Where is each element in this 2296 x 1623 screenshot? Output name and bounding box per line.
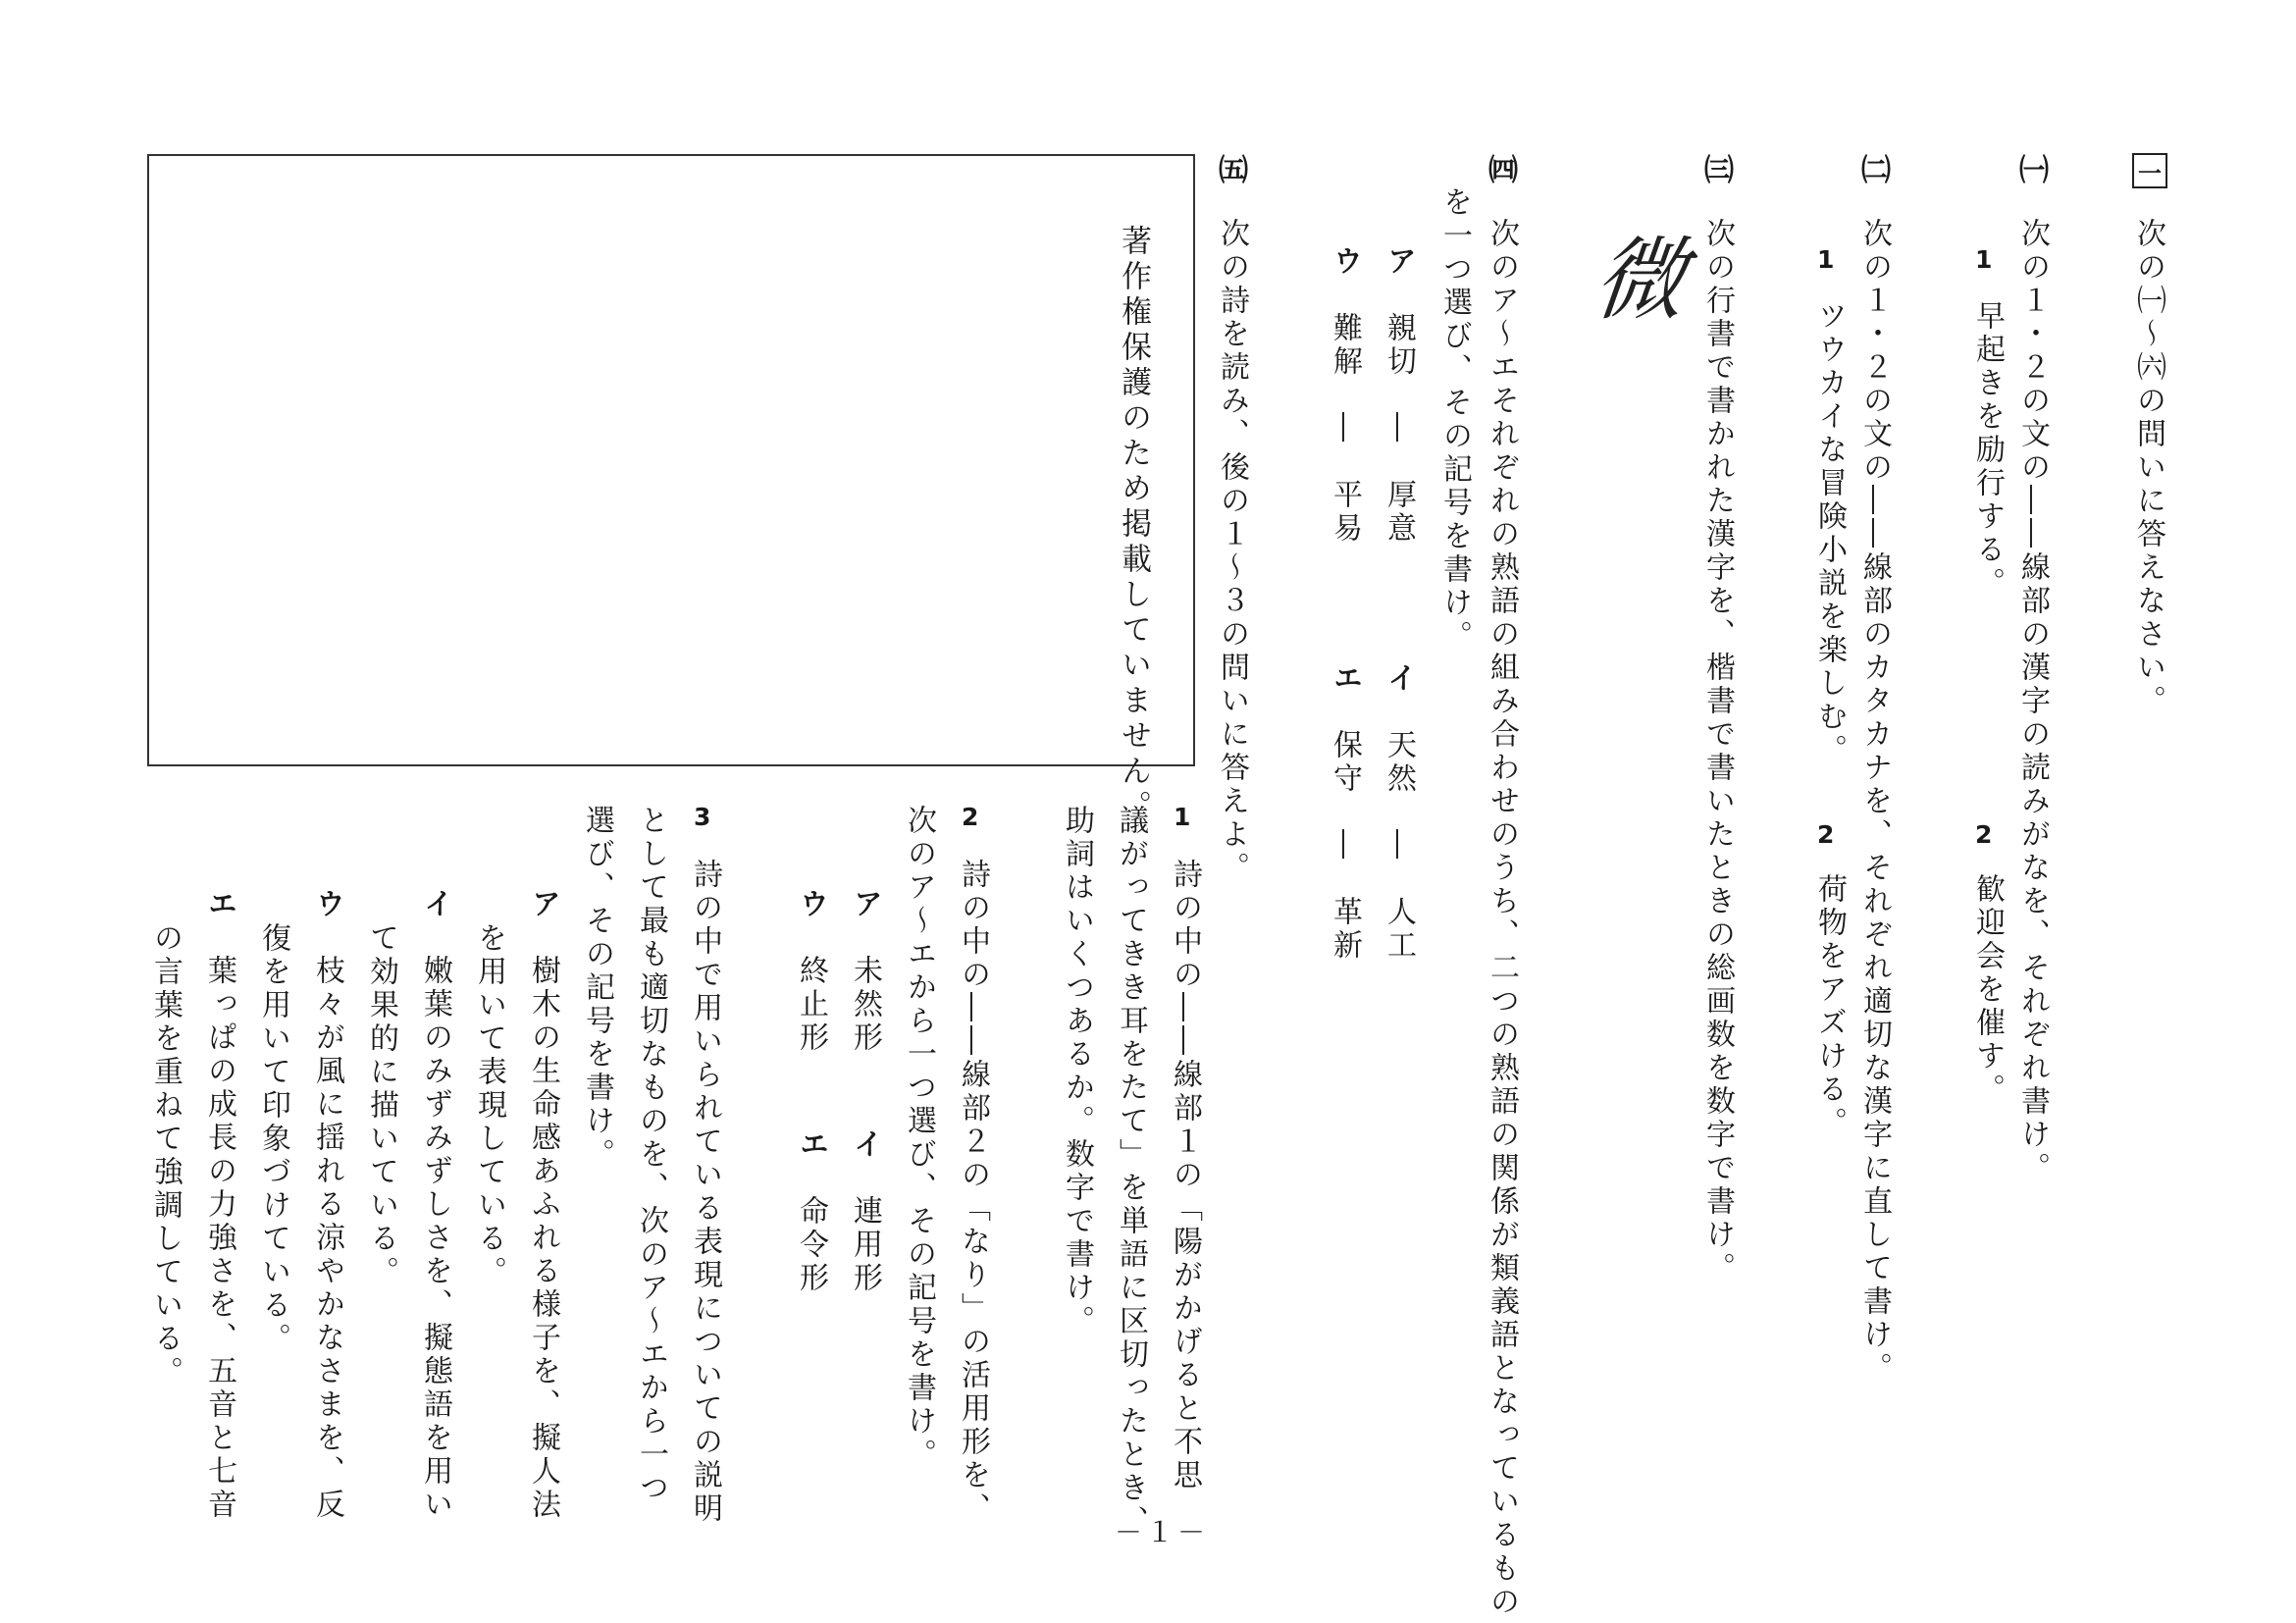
q5-sub2-option-b: イ 連用形	[848, 1128, 882, 1295]
q5-sub3-option-c: ウ 枝々が風に揺れる涼やかなさまを、反	[310, 888, 344, 1522]
q5-sub1-line2: 議がってきき耳をたて」を単語に区切ったとき、	[1114, 805, 1148, 1539]
q1-label: ㈠	[2013, 154, 2048, 187]
q5-sub3-line3: 選び、その記号を書け。	[580, 805, 614, 1172]
q5-sub3-option-a: ア 樹木の生命感あふれる様子を、擬人法	[526, 888, 560, 1522]
q4-option-b: イ 天然 ― 人工	[1382, 662, 1416, 963]
q4-option-a: ア 親切 ― 厚意	[1382, 245, 1416, 546]
q5-sub3-option-a-cont: を用いて表現している。	[472, 922, 506, 1289]
q5-sub2-option-a: ア 未然形	[848, 888, 882, 1055]
q5-sub3-num: 3	[694, 803, 711, 831]
q2-item1-num: 1	[1817, 245, 1835, 274]
q2-item2-text: 荷物をアズける。	[1812, 873, 1847, 1140]
q5-sub1-line3: 助詞はいくつあるか。数字で書け。	[1060, 805, 1094, 1338]
q3-sample-kanji: 微	[1589, 228, 1691, 333]
q1-item1-text: 早起きを励行する。	[1970, 300, 2005, 601]
q2-item1-text: ツウカイな冒険小説を楽しむ。	[1812, 300, 1847, 767]
q5-sub1-line1: 詩の中の――線部１の「陽がかげると不思	[1168, 859, 1202, 1492]
q5-label: ㈤	[1213, 154, 1247, 187]
copyright-notice: 著作権保護のため掲載していません。	[1116, 225, 1151, 825]
q4-label: ㈣	[1483, 154, 1517, 187]
q3-text: 次の行書で書かれた漢字を、楷書で書いたときの総画数を数字で書け。	[1700, 218, 1735, 1285]
q4-option-d: エ 保守 ― 革新	[1328, 662, 1362, 963]
q5-sub2-line2: 次のア～エから一つ選び、その記号を書け。	[902, 805, 936, 1472]
q1-item2-num: 2	[1975, 820, 1993, 849]
q4-option-c: ウ 難解 ― 平易	[1328, 245, 1362, 546]
q5-sub2-line1: 詩の中の――線部２の「なり」の活用形を、	[956, 859, 990, 1526]
q2-label: ㈡	[1855, 154, 1890, 187]
q1-item1-num: 1	[1975, 245, 1993, 274]
q5-sub3-line1: 詩の中で用いられている表現についての説明	[688, 859, 722, 1526]
q5-sub3-option-b-cont: て効果的に描いている。	[364, 922, 398, 1289]
problem-number-box: 一	[2132, 153, 2167, 188]
q2-text: 次の１・２の文の――線部のカタカナを、それぞれ適切な漢字に直して書け。	[1857, 218, 1892, 1386]
q5-sub2-option-c: ウ 終止形	[794, 888, 828, 1055]
q5-sub1-num: 1	[1174, 803, 1191, 831]
q5-sub3-line2: として最も適切なものを、次のア～エから一つ	[634, 805, 668, 1505]
q5-sub3-option-c-cont: 復を用いて印象づけている。	[256, 922, 290, 1356]
q5-sub2-option-d: エ 命令形	[794, 1128, 828, 1295]
q5-sub3-option-d: エ 葉っぱの成長の力強さを、五音と七音	[202, 888, 236, 1522]
q1-item2-text: 歓迎会を催す。	[1970, 873, 2005, 1107]
q5-sub2-num: 2	[962, 803, 979, 831]
q4-text-line2: を一つ選び、その記号を書け。	[1437, 186, 1472, 654]
q1-text: 次の１・２の文の――線部の漢字の読みがなを、それぞれ書け。	[2015, 218, 2050, 1185]
q2-item2-num: 2	[1817, 820, 1835, 849]
q5-sub3-option-d-cont: の言葉を重ねて強調している。	[148, 922, 183, 1389]
q5-text: 次の詩を読み、後の１～３の問いに答えよ。	[1215, 218, 1249, 885]
q4-text-line1: 次のア～エそれぞれの熟語の組み合わせのうち、二つの熟語の関係が類義語となっているもの	[1485, 218, 1519, 1619]
q3-label: ㈢	[1698, 154, 1733, 187]
page-number: －１－	[1115, 1516, 1210, 1548]
q5-sub3-option-b: イ 嫩葉のみずみずしさを、擬態語を用い	[418, 888, 452, 1522]
problem-instruction: 次の㈠～㈥の問いに答えなさい。	[2131, 218, 2166, 718]
copyright-placeholder-box	[147, 154, 1195, 825]
